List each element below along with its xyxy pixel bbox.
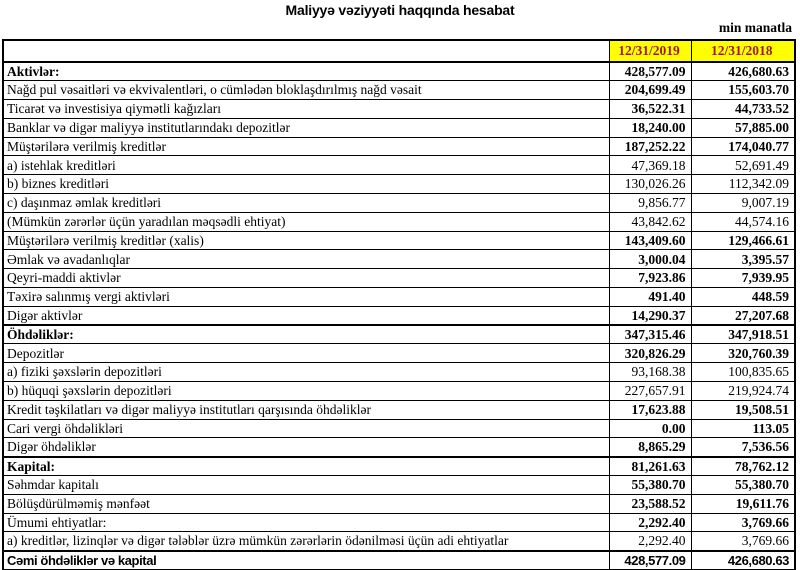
row-value-2018: 3,769.66 xyxy=(691,532,795,551)
row-value-2018: 78,762.12 xyxy=(691,457,795,476)
row-value-2018: 174,040.77 xyxy=(691,137,795,156)
row-label: a) istehlak kreditləri xyxy=(3,156,609,175)
row-label: Nağd pul vəsaitləri və ekvivalentləri, o cümlədən bloklaşdırılmış nağd vəsait xyxy=(3,81,609,100)
row-label: Əmlak və avadanlıqlar xyxy=(3,250,609,269)
row-value-2018: 19,611.76 xyxy=(691,494,795,513)
row-label: Kredit təşkilatları və digər maliyyə institutları qarşısında öhdəliklər xyxy=(3,400,609,419)
table-row xyxy=(3,156,795,175)
row-label: (Mümkün zərərlər üçün yaradılan məqsədli ehtiyat) xyxy=(3,212,609,231)
row-value-2018: 3,769.66 xyxy=(691,513,795,532)
row-value-2019: 14,290.37 xyxy=(609,306,691,325)
row-value-2018: 219,924.74 xyxy=(691,382,795,401)
row-value-2019: 143,409.60 xyxy=(609,231,691,250)
row-label: Bölüşdürülməmiş mənfəət xyxy=(3,494,609,513)
row-value-2019: 491.40 xyxy=(609,288,691,307)
row-value-2019: 43,842.62 xyxy=(609,212,691,231)
header-column-2018: 12/31/2018 xyxy=(691,40,795,62)
table-row xyxy=(3,306,795,325)
row-label: Cari vergi öhdəlikləri xyxy=(3,419,609,438)
row-label: Təxirə salınmış vergi aktivləri xyxy=(3,288,609,307)
row-value-2019: 9,856.77 xyxy=(609,194,691,213)
table-row xyxy=(3,250,795,269)
row-label: Müştərilərə verilmiş kreditlər (xalis) xyxy=(3,231,609,250)
row-value-2018: 113.05 xyxy=(691,419,795,438)
row-label: Ticarət və investisiya qiymətli kağızları xyxy=(3,100,609,119)
row-label: a) kreditlər, lizinqlər və digər tələblər üzrə mümkün zərərlərin ödənilməsi üçün adi ehtiyatlar xyxy=(3,532,609,551)
row-label: Aktivlər: xyxy=(3,62,609,81)
row-value-2018: 448.59 xyxy=(691,288,795,307)
row-label: b) hüquqi şəxslərin depozitləri xyxy=(3,382,609,401)
table-row xyxy=(3,118,795,137)
row-value-2018: 100,835.65 xyxy=(691,363,795,382)
row-value-2018: 426,680.63 xyxy=(691,62,795,81)
row-value-2018: 44,733.52 xyxy=(691,100,795,119)
row-value-2019: 2,292.40 xyxy=(609,532,691,551)
table-row xyxy=(3,100,795,119)
row-value-2019: 187,252.22 xyxy=(609,137,691,156)
row-label: Müştərilərə verilmiş kreditlər xyxy=(3,137,609,156)
row-value-2018: 44,574.16 xyxy=(691,212,795,231)
row-label: b) biznes kreditləri xyxy=(3,175,609,194)
row-value-2018: 3,395.57 xyxy=(691,250,795,269)
table-row xyxy=(3,438,795,457)
row-value-2018: 426,680.63 xyxy=(691,551,795,570)
row-value-2019: 130,026.26 xyxy=(609,175,691,194)
table-row xyxy=(3,175,795,194)
row-label: Öhdəliklər: xyxy=(3,325,609,344)
table-row xyxy=(3,363,795,382)
row-value-2019: 36,522.31 xyxy=(609,100,691,119)
header-column-2019: 12/31/2019 xyxy=(609,40,691,62)
row-value-2019: 0.00 xyxy=(609,419,691,438)
row-value-2018: 27,207.68 xyxy=(691,306,795,325)
page-title: Maliyyə vəziyyəti haqqında hesabat xyxy=(285,2,515,18)
table-row xyxy=(3,288,795,307)
table-row xyxy=(3,476,795,495)
header-corner-cell xyxy=(3,40,609,62)
row-value-2019: 3,000.04 xyxy=(609,250,691,269)
table-row xyxy=(3,212,795,231)
row-value-2018: 129,466.61 xyxy=(691,231,795,250)
table-row xyxy=(3,382,795,401)
table-row xyxy=(3,551,795,570)
row-label: a) fiziki şəxslərin depozitləri xyxy=(3,363,609,382)
row-label: Banklar və digər maliyyə institutlarındakı depozitlər xyxy=(3,118,609,137)
table-row xyxy=(3,62,795,81)
row-value-2019: 428,577.09 xyxy=(609,62,691,81)
row-label: Digər aktivlər xyxy=(3,306,609,325)
table-row xyxy=(3,231,795,250)
row-value-2019: 347,315.46 xyxy=(609,325,691,344)
table-row xyxy=(3,513,795,532)
row-label: c) daşınmaz əmlak kreditləri xyxy=(3,194,609,213)
row-value-2019: 93,168.38 xyxy=(609,363,691,382)
row-label: Qeyri-maddi aktivlər xyxy=(3,269,609,288)
table-row xyxy=(3,457,795,476)
table-row xyxy=(3,494,795,513)
row-label: Depozitlər xyxy=(3,344,609,363)
unit-note: min manatla xyxy=(718,20,792,35)
row-value-2019: 7,923.86 xyxy=(609,269,691,288)
table-row xyxy=(3,325,795,344)
table-header-row xyxy=(3,40,795,62)
row-value-2019: 81,261.63 xyxy=(609,457,691,476)
row-value-2019: 23,588.52 xyxy=(609,494,691,513)
table-row xyxy=(3,400,795,419)
row-value-2019: 17,623.88 xyxy=(609,400,691,419)
row-label: Kapital: xyxy=(3,457,609,476)
row-value-2018: 52,691.49 xyxy=(691,156,795,175)
row-value-2019: 428,577.09 xyxy=(609,551,691,570)
row-value-2018: 7,939.95 xyxy=(691,269,795,288)
row-value-2018: 57,885.00 xyxy=(691,118,795,137)
row-value-2019: 55,380.70 xyxy=(609,476,691,495)
row-value-2019: 2,292.40 xyxy=(609,513,691,532)
row-value-2019: 227,657.91 xyxy=(609,382,691,401)
row-value-2018: 19,508.51 xyxy=(691,400,795,419)
row-value-2019: 320,826.29 xyxy=(609,344,691,363)
table-row xyxy=(3,532,795,551)
row-value-2018: 155,603.70 xyxy=(691,81,795,100)
row-value-2018: 7,536.56 xyxy=(691,438,795,457)
row-label: Digər öhdəliklər xyxy=(3,438,609,457)
table-row xyxy=(3,194,795,213)
row-value-2018: 112,342.09 xyxy=(691,175,795,194)
row-value-2018: 55,380.70 xyxy=(691,476,795,495)
row-value-2019: 18,240.00 xyxy=(609,118,691,137)
row-value-2019: 8,865.29 xyxy=(609,438,691,457)
row-value-2019: 47,369.18 xyxy=(609,156,691,175)
row-value-2019: 204,699.49 xyxy=(609,81,691,100)
table-row xyxy=(3,269,795,288)
table-row xyxy=(3,81,795,100)
row-value-2018: 320,760.39 xyxy=(691,344,795,363)
row-label: Ümumi ehtiyatlar: xyxy=(3,513,609,532)
table-row xyxy=(3,344,795,363)
row-value-2018: 347,918.51 xyxy=(691,325,795,344)
row-label: Cəmi öhdəliklər və kapital xyxy=(3,551,609,570)
row-label: Səhmdar kapitalı xyxy=(3,476,609,495)
row-value-2018: 9,007.19 xyxy=(691,194,795,213)
financial-position-table xyxy=(2,39,796,570)
table-row xyxy=(3,419,795,438)
table-row xyxy=(3,137,795,156)
